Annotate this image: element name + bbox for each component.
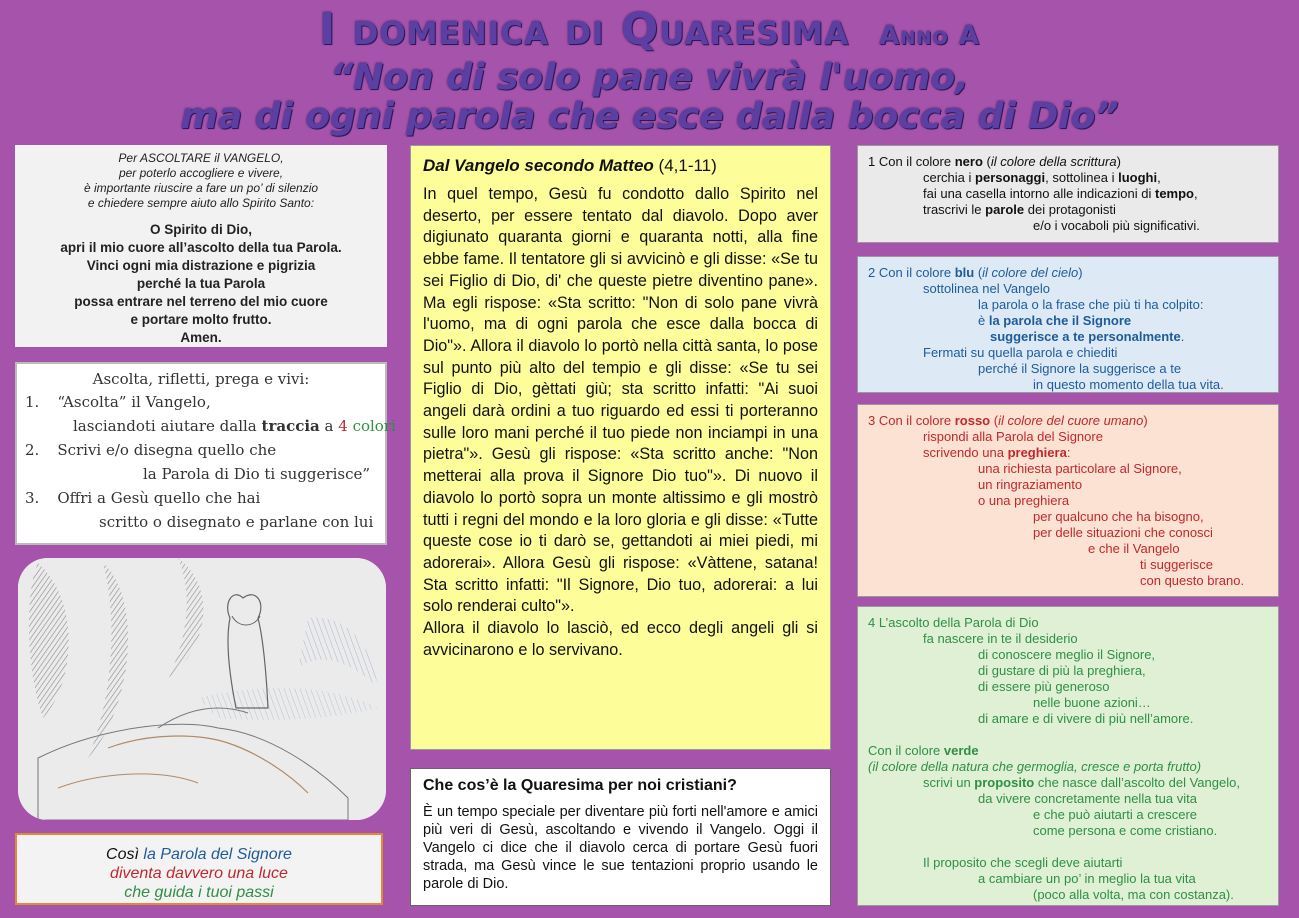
color-line: scrivi un proposito che nasce dall’ascolto del Vangelo, bbox=[923, 775, 1240, 790]
color-line: Il proposito che scegli deve aiutarti bbox=[923, 855, 1123, 870]
step-text: a bbox=[319, 417, 339, 435]
prayer-line: O Spirito di Dio, bbox=[150, 222, 252, 237]
color-line: un ringraziamento bbox=[978, 477, 1083, 492]
step-2-cont: la Parola di Dio ti suggerisce” bbox=[143, 465, 371, 483]
color-line: come persona e come cristiano. bbox=[1033, 823, 1218, 838]
step-number: 3. bbox=[25, 489, 40, 507]
prayer-intro-2: per poterlo accogliere e vivere, bbox=[118, 166, 284, 180]
caption-box bbox=[15, 833, 383, 905]
gospel-title: Dal Vangelo secondo Matteo bbox=[423, 156, 654, 175]
color-line: con questo brano. bbox=[1140, 573, 1245, 588]
step-text: “Ascolta” il Vangelo, bbox=[57, 393, 211, 411]
prayer-line: e portare molto frutto. bbox=[130, 312, 272, 327]
header bbox=[0, 0, 1299, 140]
color-line: di gustare di più la preghiera, bbox=[978, 663, 1146, 678]
color-line: di conoscere meglio il Signore, bbox=[978, 647, 1156, 662]
color-line: per qualcuno che ha bisogno, bbox=[1033, 509, 1204, 524]
gospel-box bbox=[410, 145, 831, 750]
color-black-box bbox=[857, 145, 1279, 243]
step-2 bbox=[25, 438, 377, 462]
prayer-line: Amen. bbox=[180, 330, 222, 345]
title-text: I domenica di Quaresima bbox=[318, 4, 850, 55]
step-3-cont: scritto o disegnato e parlane con lui bbox=[99, 513, 374, 531]
color-line: è la parola che il Signore bbox=[978, 313, 1132, 328]
color-red-box bbox=[857, 404, 1279, 597]
color-line: (il colore della natura che germoglia, cresce e porta frutto) bbox=[868, 759, 1202, 774]
quote-line-2: ma di ogni parola che esce dalla bocca di Dio” bbox=[180, 96, 1119, 137]
prayer-box bbox=[15, 145, 387, 347]
color-line: fa nascere in te il desiderio bbox=[923, 631, 1078, 646]
step-number-colored: 4 bbox=[338, 417, 348, 435]
color-line: la parola o la frase che più ti ha colpito: bbox=[978, 297, 1204, 312]
caption-line-2: diventa davvero una luce bbox=[110, 865, 288, 882]
lent-heading: Che cos’è la Quaresima per noi cristiani? bbox=[423, 777, 737, 794]
pencil-drawing-image bbox=[18, 558, 386, 820]
color-line: da vivere concretamente nella tua vita bbox=[978, 791, 1197, 806]
color-line: fai una casella intorno alle indicazioni di tempo, bbox=[923, 186, 1198, 201]
lent-box bbox=[410, 768, 831, 906]
year-label: Anno A bbox=[879, 21, 981, 51]
steps-heading: Ascolta, rifletti, prega e vivi: bbox=[92, 370, 310, 388]
spacer bbox=[868, 839, 1268, 855]
color-green-box bbox=[857, 606, 1279, 906]
gospel-text: In quel tempo, Gesù fu condotto dallo Spirito nel deserto, per essere tentato dal diavolo. Dopo aver digiunato quaranta giorni e quaranta notti, alla fine ebbe fame. Il tentatore gli si avvicinò e gli disse: «Se tu sei Figlio di Dio, di' che queste pietre diventino pane». Ma egli rispose: «Sta scritto: "Non di solo pane vivrà l'uomo, ma di ogni parola che esce dalla bocca di Dio"». Allora il diavolo lo portò nella città santa, lo pose sul punto più alto del tempio e gli disse: «Se tu sei Figlio di Dio, gèttati giù; sta scritto infatti: "Ai suoi angeli darà ordini a tuo riguardo ed essi ti porteranno sulle loro mani perché il tuo piede non inciampi in una pietra"». Gesù gli rispose: «Sta scritto anche: "Non metterai alla prova il Signore Dio tuo"». Di nuovo il diavolo lo portò sopra un monte altissimo e gli mostrò tutti i regni del mondo e la loro gloria e gli disse: «Tutte queste cose io ti darò se, gettandoti ai miei piedi, mi adorerai». Allora Gesù gli rispose: «Vàttene, satana! Sta scritto infatti: "Il Signore, Dio tuo, adorerai: a lui solo renderai culto"». bbox=[423, 185, 818, 616]
prayer-intro-1: Per ASCOLTARE il VANGELO, bbox=[118, 151, 284, 165]
steps-box bbox=[15, 362, 396, 545]
gospel-heading bbox=[423, 156, 818, 176]
quote-line-1: “Non di solo pane vivrà l'uomo, bbox=[330, 57, 969, 98]
color-line: (poco alla volta, ma con costanza). bbox=[1033, 887, 1234, 902]
step-number: 1. bbox=[25, 393, 40, 411]
prayer-text bbox=[15, 221, 387, 347]
step-colored-word: colori bbox=[352, 417, 396, 435]
color-line: una richiesta particolare al Signore, bbox=[978, 461, 1182, 476]
color-line: e/o i vocaboli più significativi. bbox=[1033, 218, 1200, 233]
prayer-line: Vinci ogni mia distrazione e pigrizia bbox=[86, 258, 316, 273]
color-line: 1 Con il colore nero (il colore della scrittura) bbox=[868, 154, 1121, 169]
color-blue-box bbox=[857, 256, 1279, 393]
prayer-line: perché la tua Parola bbox=[136, 276, 266, 291]
step-1 bbox=[25, 390, 377, 414]
caption-line-3: che guida i tuoi passi bbox=[124, 884, 274, 901]
color-line: e che il Vangelo bbox=[1088, 541, 1180, 556]
drawing-illustration bbox=[18, 558, 386, 820]
color-line: e che può aiutarti a crescere bbox=[1033, 807, 1198, 822]
prayer-intro-3: è importante riuscire a fare un po’ di silenzio bbox=[83, 181, 319, 195]
color-line: di essere più generoso bbox=[978, 679, 1110, 694]
gospel-reference: (4,1-11) bbox=[658, 156, 717, 175]
caption-line-1 bbox=[17, 845, 381, 864]
color-line: scrivendo una preghiera: bbox=[923, 445, 1071, 460]
color-line: rispondi alla Parola del Signore bbox=[923, 429, 1103, 444]
prayer-intro-4: e chiedere sempre aiuto allo Spirito Santo: bbox=[87, 196, 315, 210]
spacer bbox=[868, 727, 1268, 743]
lent-text: È un tempo speciale per diventare più forti nell'amore e amici più veri di Gesù, ascoltando e vivendo il Vangelo. Oggi il Vangelo ci dice che il diavolo cerca di portare Gesù fuori strada, ma Gesù vince le sue tentazioni proprio usando le parole di Dio. bbox=[423, 804, 818, 892]
color-line: sottolinea nel Vangelo bbox=[923, 281, 1050, 296]
color-line: per delle situazioni che conosci bbox=[1033, 525, 1213, 540]
prayer-line: apri il mio cuore all’ascolto della tua Parola. bbox=[60, 240, 342, 255]
color-line: nelle buone azioni… bbox=[1033, 695, 1151, 710]
step-keyword: traccia bbox=[261, 417, 320, 435]
step-text: lasciandoti aiutare dalla bbox=[73, 417, 262, 435]
color-line: perché il Signore la suggerisce a te bbox=[978, 361, 1182, 376]
step-text: Scrivi e/o disegna quello che bbox=[57, 441, 277, 459]
prayer-line: possa entrare nel terreno del mio cuore bbox=[74, 294, 328, 309]
color-line: trascrivi le parole dei protagonisti bbox=[923, 202, 1116, 217]
caption-text-blue: la Parola del Signore bbox=[143, 846, 292, 863]
color-line: 2 Con il colore blu (il colore del cielo) bbox=[868, 265, 1083, 280]
color-line: di amare e di vivere di più nell’amore. bbox=[978, 711, 1194, 726]
caption-text: Così bbox=[106, 846, 144, 863]
color-line: Con il colore verde bbox=[868, 743, 979, 758]
color-line: 4 L’ascolto della Parola di Dio bbox=[868, 615, 1039, 630]
step-number: 2. bbox=[25, 441, 40, 459]
color-line: a cambiare un po’ in meglio la tua vita bbox=[978, 871, 1196, 886]
step-1-cont bbox=[25, 414, 396, 438]
color-line: 3 Con il colore rosso (il colore del cuore umano) bbox=[868, 413, 1148, 428]
color-line: suggerisce a te personalmente. bbox=[990, 329, 1185, 344]
color-line: cerchia i personaggi, sottolinea i luoghi, bbox=[923, 170, 1161, 185]
color-line: ti suggerisce bbox=[1140, 557, 1213, 572]
step-3 bbox=[25, 486, 377, 510]
page-title bbox=[0, 6, 1299, 60]
color-line: Fermati su quella parola e chiediti bbox=[923, 345, 1118, 360]
gospel-text-end: Allora il diavolo lo lasciò, ed ecco degli angeli gli si avvicinarono e lo servivano. bbox=[423, 619, 818, 659]
color-line: o una preghiera bbox=[978, 493, 1070, 508]
step-text: Offri a Gesù quello che hai bbox=[57, 489, 261, 507]
color-line: in questo momento della tua vita. bbox=[1033, 377, 1224, 392]
